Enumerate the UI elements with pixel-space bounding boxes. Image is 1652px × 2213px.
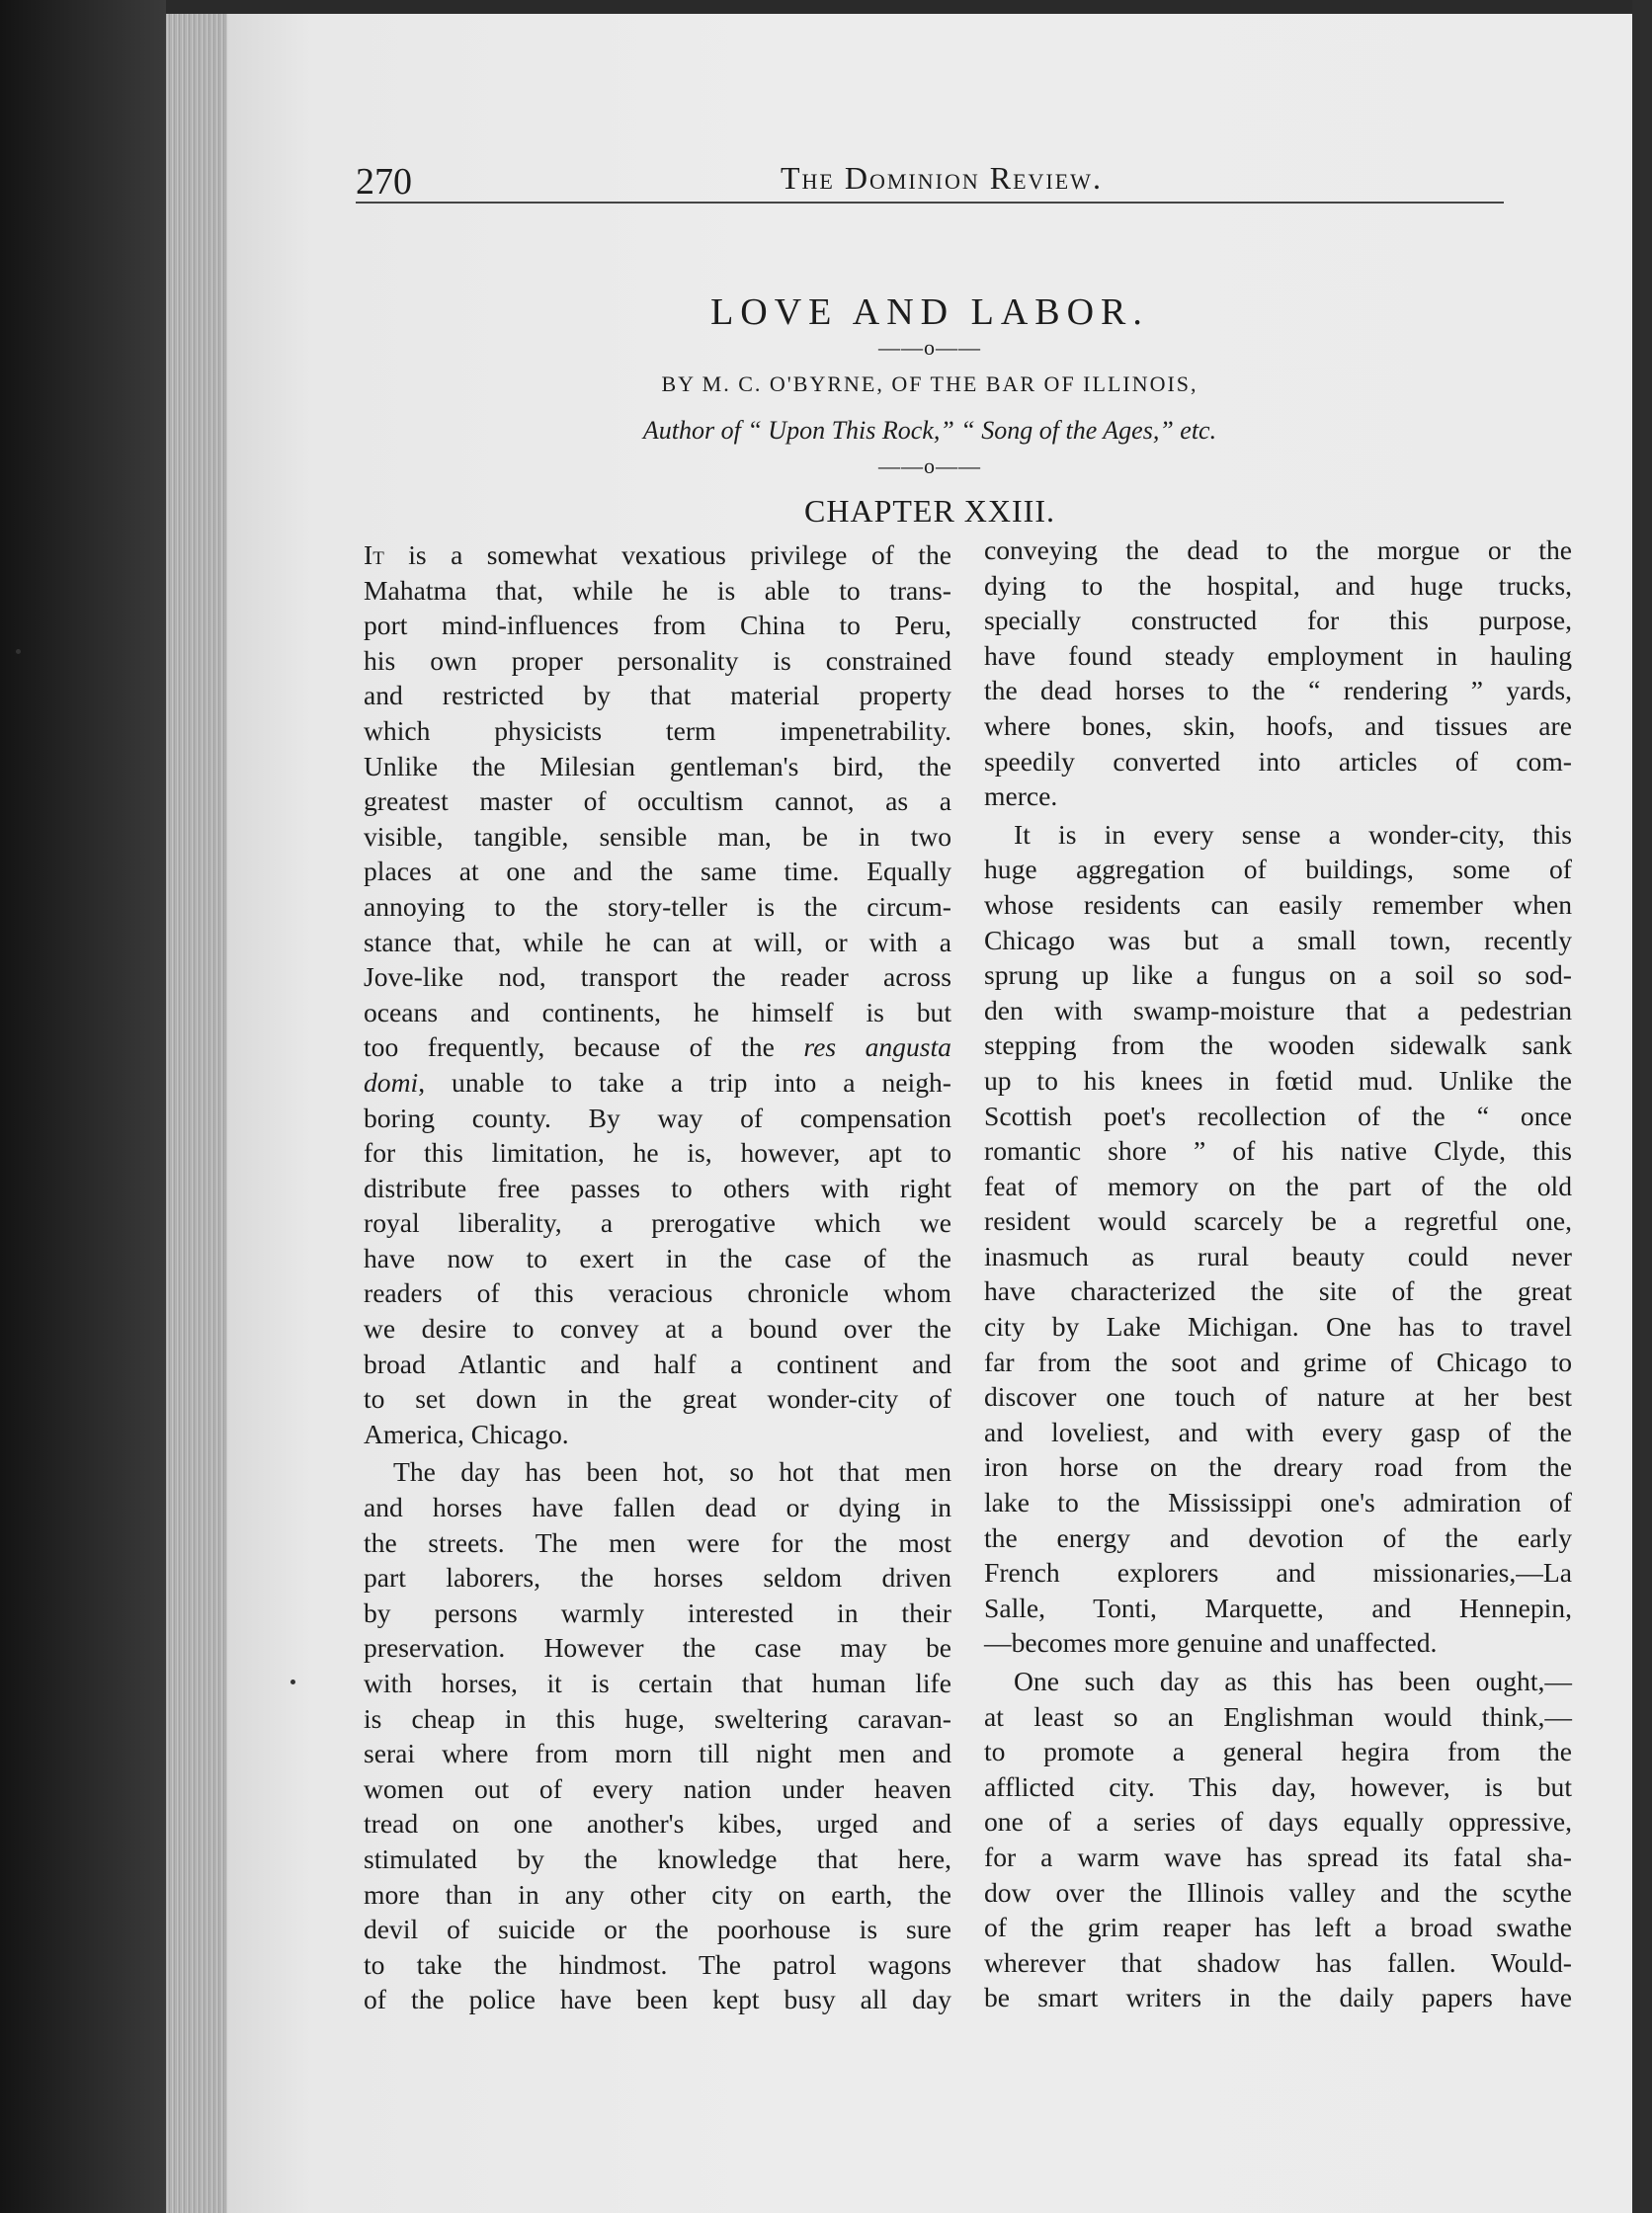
text-line: boring county. By way of compensation (364, 1102, 951, 1133)
text-line: places at one and the same time. Equally (364, 856, 951, 887)
text-line: feat of memory on the part of the old (984, 1170, 1572, 1201)
text-line: by persons warmly interested in their (364, 1597, 951, 1628)
text-line: to set down in the great wonder-city of (364, 1383, 951, 1415)
text-line: to promote a general hegira from the (984, 1736, 1572, 1767)
text-line: the energy and devotion of the early (984, 1521, 1572, 1553)
text-line: conveying the dead to the morgue or the (984, 534, 1572, 565)
text-line: One such day as this has been ought,— (1014, 1666, 1572, 1696)
text-line: specially constructed for this purpose, (984, 605, 1572, 636)
text-line: be smart writers in the daily papers have (984, 1982, 1572, 2013)
text-line: is cheap in this huge, sweltering caravan- (364, 1702, 951, 1734)
running-head-title: The Dominion Review. (781, 160, 1103, 196)
text-line: serai where from morn till night men and (364, 1738, 951, 1769)
text-line: wherever that shadow has fallen. Would- (984, 1946, 1572, 1978)
text-line: preservation. However the case may be (364, 1632, 951, 1664)
text-line: oceans and continents, he himself is but (364, 996, 951, 1027)
text-line: to take the hindmost. The patrol wagons (364, 1948, 951, 1980)
text-line: for this limitation, he is, however, apt to (364, 1137, 951, 1169)
text-line: the streets. The men were for the most (364, 1526, 951, 1558)
text-line: broad Atlantic and half a continent and (364, 1348, 951, 1379)
scan-right-border (1632, 0, 1652, 2213)
text-line: the dead horses to the “ rendering ” yards, (984, 675, 1572, 706)
text-line: one of a series of days equally oppressive, (984, 1806, 1572, 1838)
text-line: with horses, it is certain that human life (364, 1668, 951, 1698)
text-line: visible, tangible, sensible man, be in two (364, 820, 951, 852)
page-number: 270 (356, 161, 412, 203)
text-line: at least so an Englishman would think,— (984, 1700, 1572, 1732)
text-line: part laborers, the horses seldom driven (364, 1562, 951, 1594)
text-line: Unlike the Milesian gentleman's bird, the (364, 750, 951, 781)
text-line: It is a somewhat vexatious privilege of the (364, 539, 951, 570)
chapter-heading: CHAPTER XXIII. (804, 493, 1055, 529)
text-line: distribute free passes to others with right (364, 1172, 951, 1203)
text-line: afflicted city. This day, however, is but (984, 1770, 1572, 1802)
article-title: LOVE AND LABOR. (710, 291, 1149, 333)
text-line: and loveliest, and with every gasp of the (984, 1416, 1572, 1447)
text-line: far from the soot and grime of Chicago to (984, 1346, 1572, 1377)
scan-speck (290, 1680, 295, 1684)
text-line: iron horse on the dreary road from the (984, 1451, 1572, 1483)
scan-speck (16, 649, 21, 654)
text-line: sprung up like a fungus on a soil so sod- (984, 959, 1572, 991)
text-line: we desire to convey at a bound over the (364, 1313, 951, 1345)
text-line: The day has been hot, so hot that men (393, 1456, 951, 1488)
right-text-column (984, 533, 1572, 2015)
text-line: tread on one another's kibes, urged and (364, 1808, 951, 1840)
text-line: stepping from the wooden sidewalk sank (984, 1029, 1572, 1061)
text-line: inasmuch as rural beauty could never (984, 1240, 1572, 1271)
scan-left-border (0, 0, 166, 2213)
text-line: where bones, skin, hoofs, and tissues are (984, 709, 1572, 741)
text-line: city by Lake Michigan. One has to travel (984, 1311, 1572, 1343)
text-line: stance that, while he can at will, or with a (364, 926, 951, 957)
book-page (227, 14, 1632, 2213)
text-line: and horses have fallen dead or dying in (364, 1492, 951, 1523)
text-line: for a warm wave has spread its fatal sha- (984, 1841, 1572, 1872)
book-page-edges (166, 14, 227, 2213)
text-line: and restricted by that material property (364, 680, 951, 711)
header-rule (356, 202, 1504, 204)
text-line: speedily converted into articles of com- (984, 745, 1572, 777)
text-line: of the police have been kept busy all day (364, 1984, 951, 2015)
text-line: resident would scarcely be a regretful one, (984, 1205, 1572, 1237)
text-line: Mahatma that, while he is able to trans- (364, 574, 951, 606)
text-line: have characterized the site of the great (984, 1275, 1572, 1307)
title-separator: ——o—— (878, 335, 981, 360)
text-line: romantic shore ” of his native Clyde, this (984, 1135, 1572, 1167)
text-line: Salle, Tonti, Marquette, and Hennepin, (984, 1592, 1572, 1623)
text-line: America, Chicago. (364, 1418, 569, 1449)
text-line: dying to the hospital, and huge trucks, (984, 569, 1572, 601)
byline: BY M. C. O'BYRNE, OF THE BAR OF ILLINOIS, (661, 371, 1198, 396)
text-line: of the grim reaper has left a broad swathe (984, 1912, 1572, 1943)
text-line: Scottish poet's recollection of the “ once (984, 1100, 1572, 1131)
text-line: which physicists term impenetrability. (364, 714, 951, 746)
text-line: women out of every nation under heaven (364, 1772, 951, 1804)
text-line: huge aggregation of buildings, some of (984, 854, 1572, 885)
text-line: have now to exert in the case of the (364, 1242, 951, 1273)
byline-separator: ——o—— (878, 453, 981, 478)
text-line: domi, unable to take a trip into a neigh- (364, 1066, 951, 1098)
text-line: up to his knees in fœtid mud. Unlike the (984, 1064, 1572, 1096)
text-line: discover one touch of nature at her best (984, 1381, 1572, 1413)
text-line: readers of this veracious chronicle whom (364, 1277, 951, 1309)
text-line: whose residents can easily remember when (984, 888, 1572, 920)
scan-top-border (0, 0, 1652, 14)
text-line: more than in any other city on earth, the (364, 1878, 951, 1910)
text-line: have found steady employment in hauling (984, 639, 1572, 671)
text-line: stimulated by the knowledge that here, (364, 1843, 951, 1874)
text-line: port mind-influences from China to Peru, (364, 610, 951, 641)
text-line: greatest master of occultism cannot, as a (364, 785, 951, 817)
text-line: Jove-like nod, transport the reader across (364, 961, 951, 993)
text-line: his own proper personality is constrained (364, 644, 951, 676)
text-line: dow over the Illinois valley and the scythe (984, 1876, 1572, 1908)
text-line: French explorers and missionaries,—La (984, 1557, 1572, 1589)
left-text-column (364, 537, 951, 2017)
text-line: merce. (984, 780, 1058, 812)
author-works: Author of “ Upon This Rock,” “ Song of the Ages,” etc. (642, 416, 1217, 445)
text-line: too frequently, because of the res angusta (364, 1031, 951, 1063)
text-line: lake to the Mississippi one's admiration of (984, 1487, 1572, 1518)
text-line: It is in every sense a wonder-city, this (1014, 818, 1572, 850)
text-line: den with swamp-moisture that a pedestrian (984, 994, 1572, 1025)
text-line: royal liberality, a prerogative which we (364, 1207, 951, 1239)
text-line: devil of suicide or the poorhouse is sure (364, 1914, 951, 1945)
text-line: Chicago was but a small town, recently (984, 924, 1572, 955)
text-line: —becomes more genuine and unaffected. (984, 1627, 1438, 1659)
text-line: annoying to the story-teller is the circum- (364, 890, 951, 922)
